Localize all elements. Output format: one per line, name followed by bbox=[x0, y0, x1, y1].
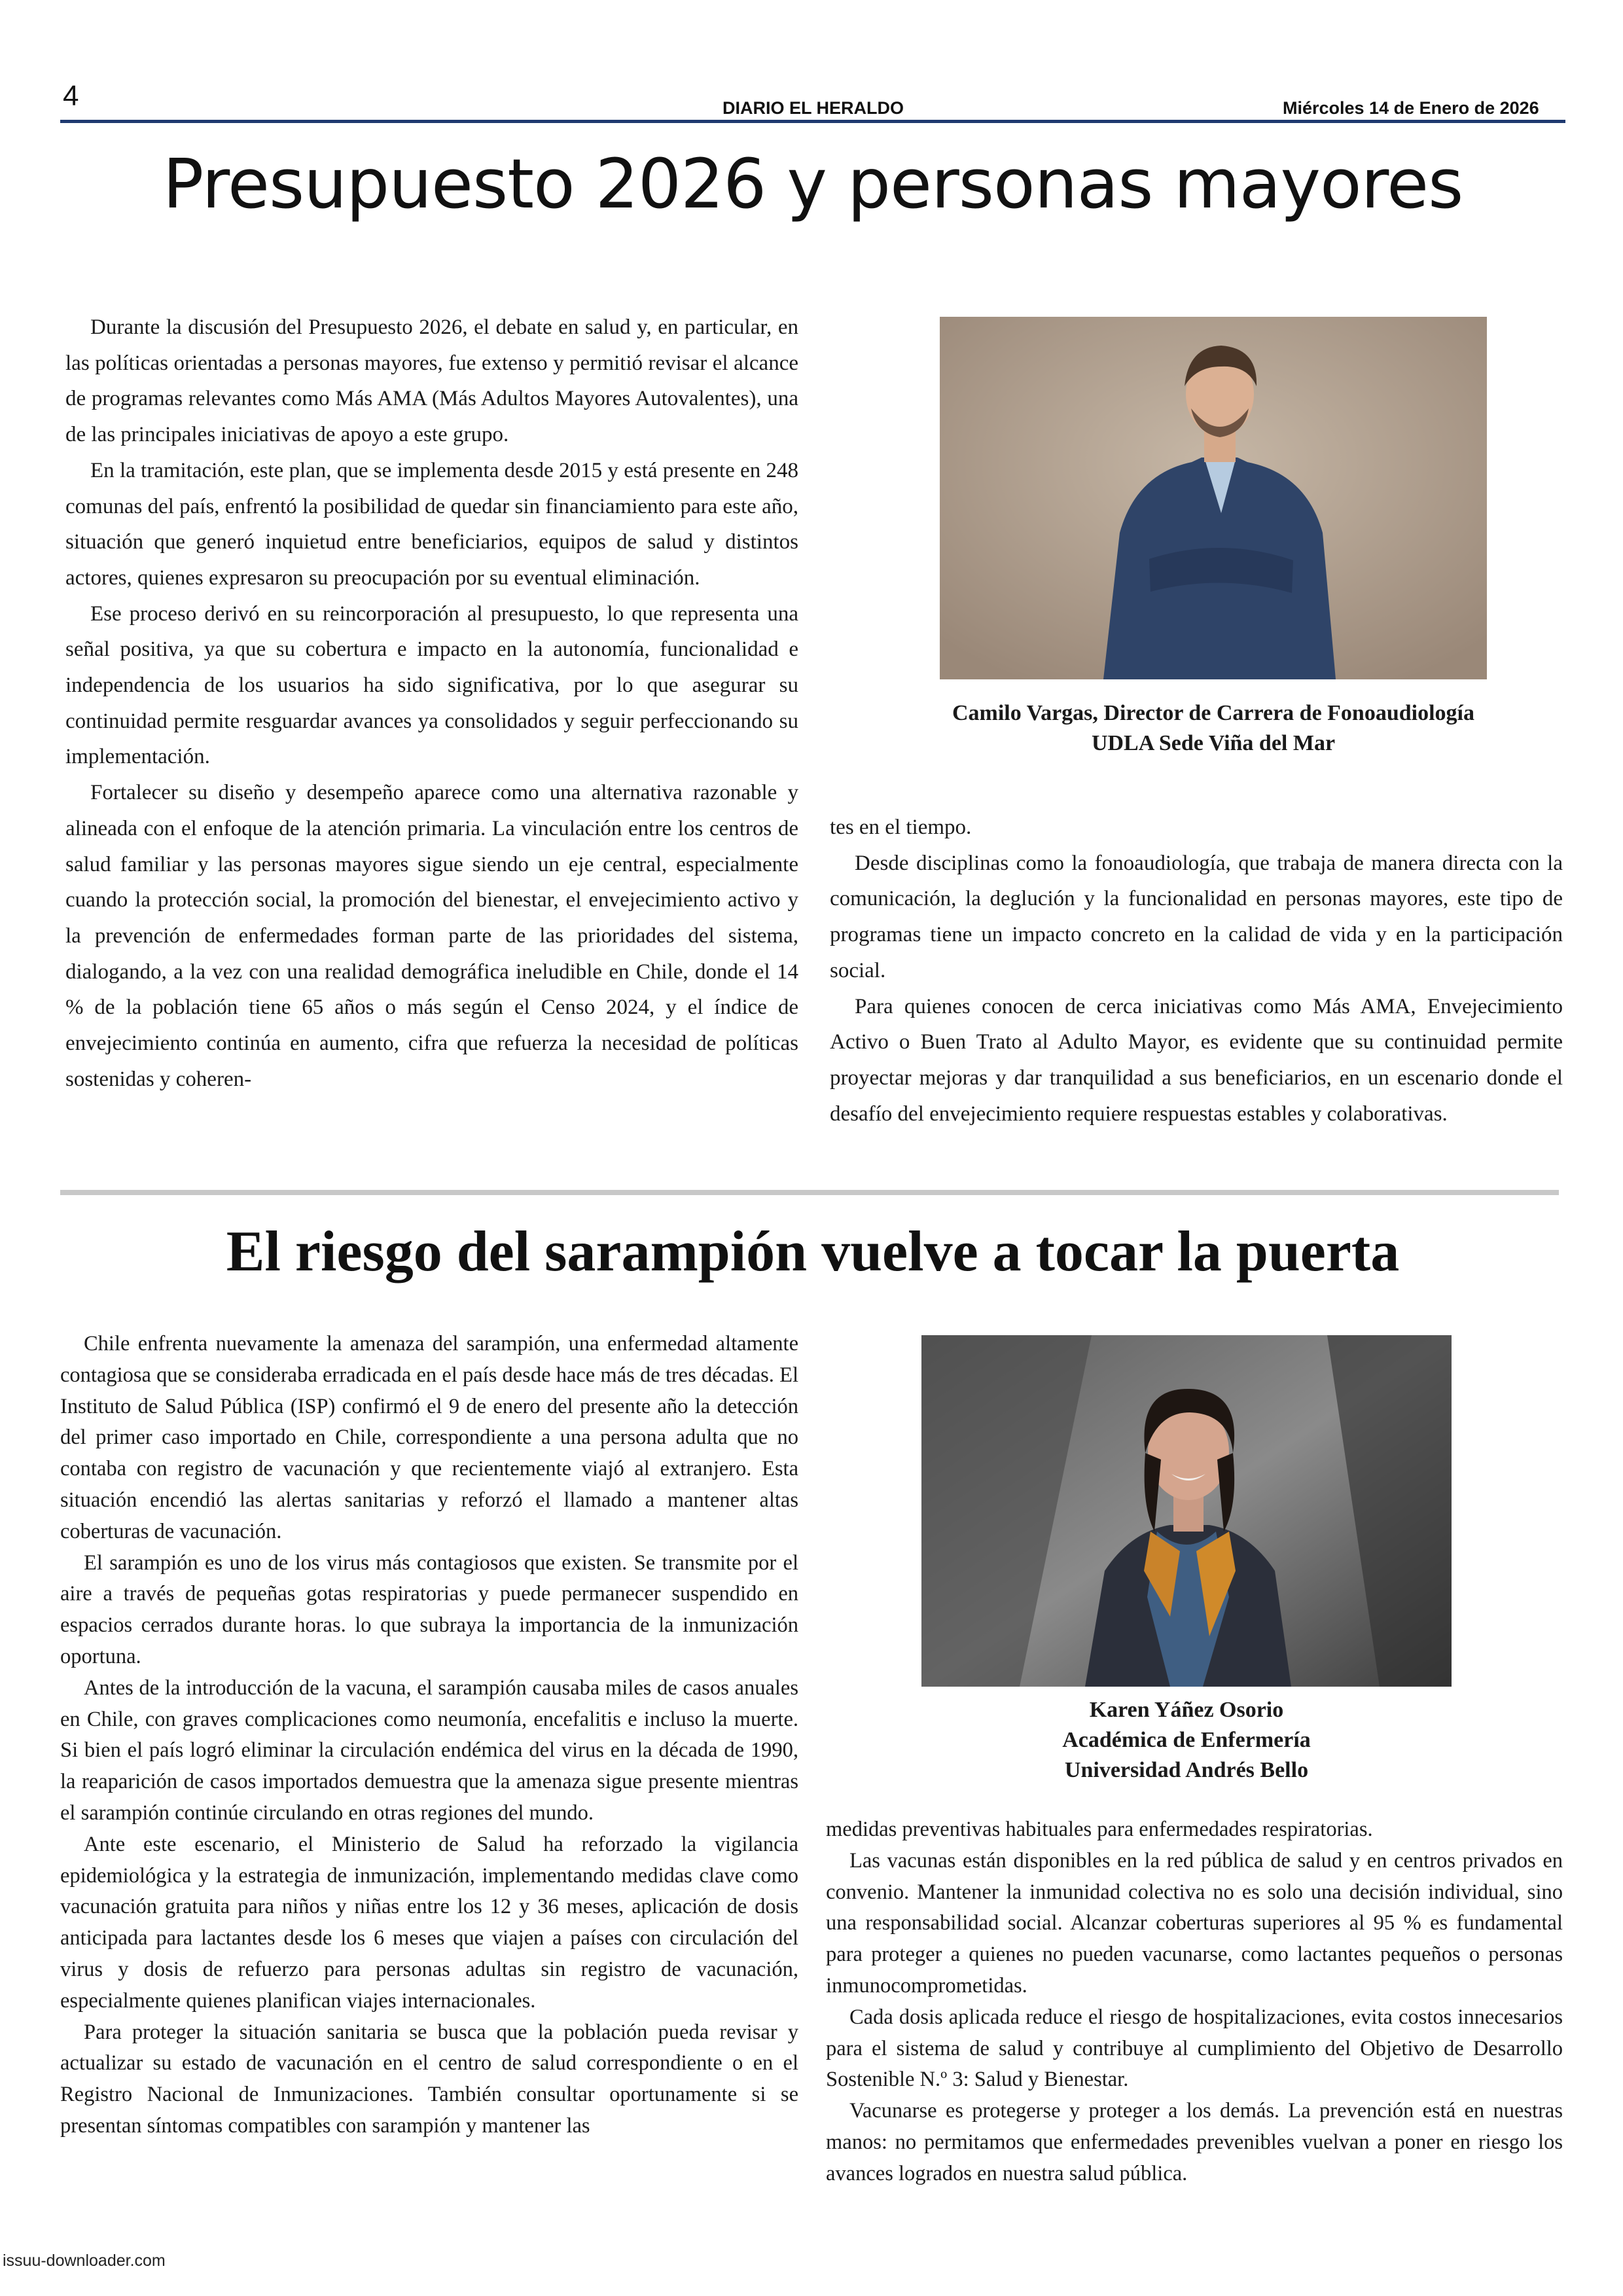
article-2-column-right bbox=[826, 1814, 1563, 2190]
article-1-column-left bbox=[65, 310, 798, 1097]
article-2-paragraph: Antes de la introducción de la vacuna, el sarampión causaba miles de casos anuales en Chile, con graves complicaciones como neumonía, encefalitis e incluso la muerte. Si bien el país logró eliminar la circulación endémica del virus en la década de 1990, la reaparición de casos importados demuestra que la amenaza sigue presente mientras el sarampión continúe circulando en otras regiones del mundo. bbox=[60, 1676, 798, 1825]
article-2-caption-line: Académica de Enfermería bbox=[1062, 1728, 1311, 1752]
article-2-paragraph: El sarampión es uno de los virus más contagiosos que existen. Se transmite por el aire a través de pequeñas gotas respiratorias y puede permanecer suspendido en espacios cerrados durante horas. lo que subraya la importancia de la inmunización oportuna. bbox=[60, 1551, 798, 1668]
article-1-caption-line: Camilo Vargas, Director de Carrera de Fonoaudiología bbox=[952, 701, 1474, 725]
article-2-paragraph: medidas preventivas habituales para enfermedades respiratorias. bbox=[826, 1818, 1373, 1841]
article-1-paragraph: Ese proceso derivó en su reincorporación al presupuesto, lo que representa una señal positiva, ya que su cobertura e impacto en la autonomía, funcionalidad e independencia de los usuarios ha sido significativa, por lo que asegurar su continuidad permite resguardar avances ya consolidados y seguir perfeccionando su implementación. bbox=[65, 601, 798, 769]
section-divider bbox=[60, 1190, 1559, 1195]
article-1-column-right bbox=[830, 810, 1563, 1132]
article-2-paragraph: Para proteger la situación sanitaria se busca que la población pueda revisar y actualizar su estado de vacunación en el centro de salud correspondiente o en el Registro Nacional de Inmunizaciones. También consultar oportunamente si se presentan síntomas compatibles con sarampión y mantener las bbox=[60, 2020, 798, 2138]
article-2-caption-line: Universidad Andrés Bello bbox=[1064, 1758, 1309, 1782]
article-2-paragraph: Vacunarse es protegerse y proteger a los demás. La prevención está en nuestras manos: no permitamos que enfermedades prevenibles vuelvan a poner en riesgo los avances logrados en nuestra salud pública. bbox=[826, 2099, 1563, 2185]
article-2-photo bbox=[921, 1335, 1452, 1687]
article-1-caption-line: UDLA Sede Viña del Mar bbox=[1091, 731, 1336, 755]
article-2-paragraph: Chile enfrenta nuevamente la amenaza del sarampión, una enfermedad altamente contagiosa que se consideraba erradicada en el país desde hace más de tres décadas. El Instituto de Salud Pública (ISP) confirmó el 9 de enero del presente año la detección del primer caso importado en Chile, correspondiente a una persona adulta que no contaba con registro de vacunación y que recientemente viajó al extranjero. Esta situación encendió las alertas sanitarias y reforzó el llamado a mantener altas coberturas de vacunación. bbox=[60, 1332, 798, 1543]
article-1-paragraph: Para quienes conocen de cerca iniciativas como Más AMA, Envejecimiento Activo o Buen Trato al Adulto Mayor, es evidente que su continuidad permite proyectar mejoras y dar tranquilidad a sus beneficiarios, en un escenario donde el desafío del envejecimiento requiere respuestas estables y colaborativas. bbox=[830, 994, 1563, 1126]
article-1-paragraph: Durante la discusión del Presupuesto 2026, el debate en salud y, en particular, en las políticas orientadas a personas mayores, fue extenso y permitió revisar el alcance de programas relevantes como Más AMA (Más Adultos Mayores Autovalentes), una de las principales iniciativas de apoyo a este grupo. bbox=[65, 315, 798, 447]
article-2-paragraph: Las vacunas están disponibles en la red pública de salud y en centros privados en convenio. Mantener la inmunidad colectiva no es solo una decisión individual, sino una responsabilidad social. Alcanzar coberturas superiores al 95 % es fundamental para proteger a quienes no pueden vacunarse, como lactantes pequeños o personas inmunocomprometidas. bbox=[826, 1848, 1563, 1998]
watermark-text: issuu-downloader.com bbox=[3, 2251, 166, 2270]
article-2-caption bbox=[812, 1695, 1561, 1785]
article-2-column-left bbox=[60, 1329, 798, 2142]
article-1-paragraph: Fortalecer su diseño y desempeño aparece como una alternativa razonable y alineada con el enfoque de la atención primaria. La vinculación entre los centros de salud familiar y las personas mayores sigue siendo un eje central, especialmente cuando la protección social, la promoción del bienestar, el envejecimiento activo y la prevención de enfermedades forman parte de las prioridades del sistema, dialogando, a la vez con una realidad demográfica ineludible en Chile, donde el 14 % de la población tiene 65 años o más según el Censo 2024, y el índice de envejecimiento continúa en aumento, cifra que refuerza la necesidad de políticas sostenidas y coheren- bbox=[65, 781, 798, 1091]
article-2-paragraph: Cada dosis aplicada reduce el riesgo de hospitalizaciones, evita costos innecesarios para el sistema de salud y contribuye al cumplimiento del Objetivo de Desarrollo Sostenible N.º 3: Salud y Bienestar. bbox=[826, 2005, 1563, 2092]
article-1-title: Presupuesto 2026 y personas mayores bbox=[162, 144, 1463, 224]
article-2-paragraph: Ante este escenario, el Ministerio de Salud ha reforzado la vigilancia epidemiológica y la estrategia de inmunización, implementando medidas clave como vacunación gratuita para niños y niñas entre los 12 y 36 meses, aplicación de dosis anticipada para lactantes desde los 6 meses que viajen a países con circulación del virus y dosis de refuerzo para personas adultas sin registro de vacunación, especialmente quienes planifican viajes internacionales. bbox=[60, 1832, 798, 2013]
article-2-title: El riesgo del sarampión vuelve a tocar la puerta bbox=[226, 1220, 1400, 1283]
article-1-paragraph: tes en el tiempo. bbox=[830, 816, 972, 839]
article-1-caption bbox=[809, 698, 1618, 759]
article-1-paragraph: Desde disciplinas como la fonoaudiología, que trabaja de manera directa con la comunicación, la deglución y la funcionalidad en personas mayores, este tipo de programas tiene un impacto concreto en la calidad de vida y en la participación social. bbox=[830, 851, 1563, 982]
publication-name: DIARIO EL HERALDO bbox=[722, 98, 904, 118]
article-1-paragraph: En la tramitación, este plan, que se implementa desde 2015 y está presente en 248 comunas del país, enfrentó la posibilidad de quedar sin financiamiento para este año, situación que generó inquietud entre beneficiarios, equipos de salud y distintos actores, quienes expresaron su preocupación por su eventual eliminación. bbox=[65, 458, 798, 590]
issue-date: Miércoles 14 de Enero de 2026 bbox=[1283, 98, 1539, 118]
page-number: 4 bbox=[63, 80, 79, 112]
article-1-photo bbox=[940, 317, 1487, 679]
article-2-caption-line: Karen Yáñez Osorio bbox=[1089, 1698, 1284, 1722]
header-rule bbox=[60, 120, 1565, 123]
